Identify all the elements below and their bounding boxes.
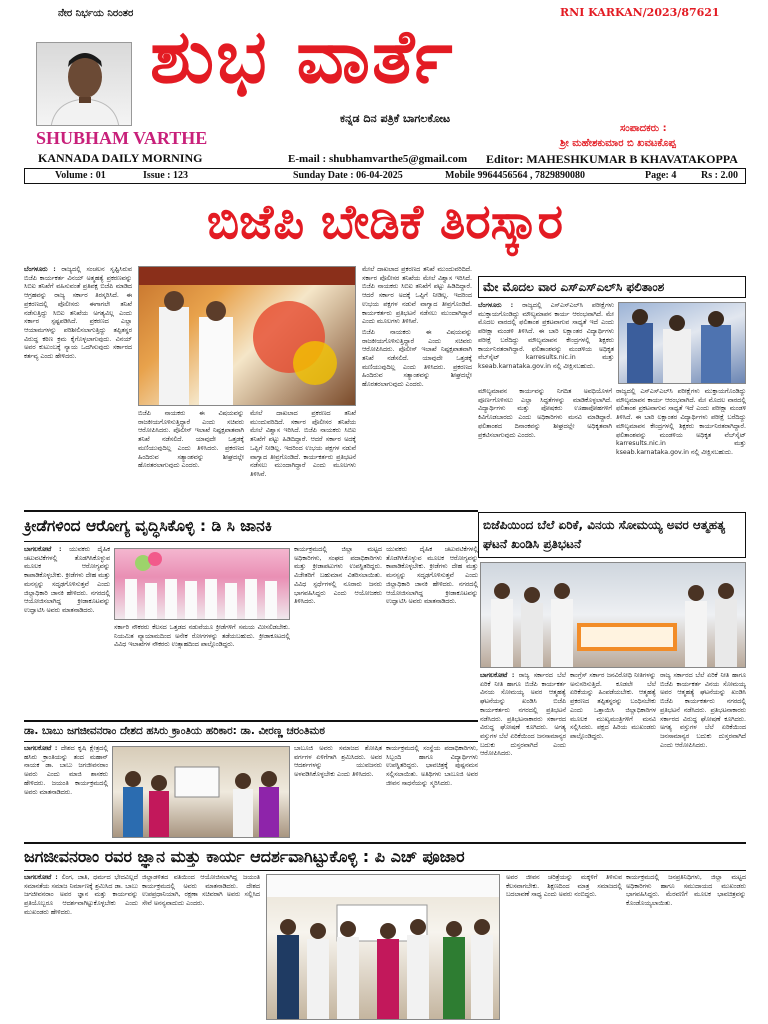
story2-photo [618, 302, 746, 384]
brand-subline: KANNADA DAILY MORNING [38, 151, 203, 165]
story2-dateline: ಬೆಂಗಳೂರು : [478, 302, 514, 309]
story6-dateline: ಬಾಗಲಕೋಟೆ : [24, 874, 58, 881]
story4-dateline: ಬಾಗಲಕೋಟೆ : [480, 672, 515, 679]
story3-column1 [24, 546, 110, 718]
editor-name-kannada: ಶ್ರೀ ಮಹೇಶಕುಮಾರ ಬಿ ಖವಟಕೊಪ್ಪ [560, 138, 676, 149]
story5-photo [112, 746, 290, 838]
story5-column2 [294, 745, 382, 839]
story6-headline: ಜಗಜೀವನರಾಂ ರವರ ಜ್ಞಾನ ಮತ್ತು ಕಾರ್ಯ ಆದರ್ಶವಾಗಿಟ್ಟುಕೊಳ್ಳಿ : ಪಿ ಎಚ್ ಪೂಜಾರ [24, 847, 465, 866]
story6-photo [266, 874, 500, 1020]
story1-text5: ಬಿಜೆಪಿ ನಾಯಕರು ಈ ವಿಷಯವನ್ನು ರಾಜಕೀಯಗೊಳಿಸುತ್ತಿದ್ದಾರೆ ಎಂದು ಸಚಿವರು ಆರೋಪಿಸಿದರು. ಪೊಲೀಸ್ ಇಲಾಖೆ ನಿಷ್ಪಕ್ಷಪಾತವಾಗಿ ತನಿಖೆ ನಡೆಸಲಿದೆ. ಯಾವುದೇ ಒತ್ತಡಕ್ಕೆ ಮಣಿಯುವುದಿಲ್ಲ ಎಂದು ತಿಳಿಸಿದರು. ಪ್ರಕರಣದ ಹಿಂದಿರುವ ಸತ್ಯಾಂಶವನ್ನು ಶೀಘ್ರದಲ್ಲೇ ಹೊರತರಲಾಗುವುದು ಎಂದರು. [362, 328, 472, 389]
story3-dateline: ಬಾಗಲಕೋಟೆ : [24, 546, 62, 553]
story2-headline-bar [478, 276, 746, 298]
divider [24, 741, 478, 742]
masthead-subtitle: ಕನ್ನಡ ದಿನ ಪತ್ರಿಕೆ ಬಾಗಲಕೋಟ [340, 112, 451, 125]
story1-text1: ರಾಜ್ಯದಲ್ಲಿ ಸಂಚಲನ ಸೃಷ್ಟಿಸಿರುವ ಬಿಜೆಪಿ ಕಾರ್ಯಕರ್ತ ವಿನಯ್ ಅತ್ಮಹತ್ಯೆ ಪ್ರಕರಣವನ್ನು ಸಿಬಿಐ ತನಿಖೆಗೆ ವಹಿಸುವಂತೆ ಪ್ರತಿಪಕ್ಷ ಬಿಜೆಪಿ ಮಾಡಿದ ಆಗ್ರಹವನ್ನು ರಾಜ್ಯ ಸರ್ಕಾರ ತಿರಸ್ಕರಿಸಿದೆ. ಈ ಪ್ರಕರಣದಲ್ಲಿ ಪೊಲೀಸರು ಈಗಾಗಲೇ ತನಿಖೆ ನಡೆಸುತ್ತಿದ್ದು ಸಿಬಿಐ ತನಿಖೆಯ ಅಗತ್ಯವಿಲ್ಲ ಎಂದು ಸರ್ಕಾರ ಸ್ಪಷ್ಟಪಡಿಸಿದೆ. ಪ್ರಕರಣದ ಎಲ್ಲಾ ಆಯಾಮಗಳನ್ನು ಪರಿಶೀಲಿಸಲಾಗುತ್ತಿದ್ದು ತಪ್ಪಿತಸ್ಥರ ವಿರುದ್ಧ ಕಠಿಣ ಕ್ರಮ ಕೈಗೊಳ್ಳಲಾಗುವುದು. ವಿನಯ್ ಅವರ ಕುಟುಂಬಕ್ಕೆ ನ್ಯಾಯ ಒದಗಿಸುವುದು ಸರ್ಕಾರದ ಕರ್ತವ್ಯ ಎಂದು ಹೇಳಿದರು. [24, 266, 132, 361]
story3-text4: ಯುವಕರು ದೈಹಿಕ ಚಟುವಟಿಕೆಗಳಲ್ಲಿ ತೊಡಗಿಸಿಕೊಳ್ಳುವ ಮೂಲಕ ಆರೋಗ್ಯವನ್ನು ಕಾಪಾಡಿಕೊಳ್ಳಬೇಕು. ಕ್ರೀಡೆಗಳು ದೇಹ ಮತ್ತು ಮನಸ್ಸನ್ನು ಸದೃಢಗೊಳಿಸುತ್ತವೆ ಎಂದು ಜಿಲ್ಲಾಧಿಕಾರಿ ಜಾನಕಿ ಹೇಳಿದರು. ನಗರದಲ್ಲಿ ಆಯೋಜಿಸಲಾಗಿದ್ದ ಕ್ರೀಡಾಕೂಟವನ್ನು ಉದ್ಘಾಟಿಸಿ ಅವರು ಮಾತನಾಡಿದರು. [386, 546, 478, 606]
story6-column2 [142, 874, 260, 1020]
email-line: E-mail : shubhamvarthe5@gmail.com [288, 153, 468, 165]
story5-column3 [386, 745, 478, 839]
story3-column4 [386, 546, 478, 718]
masthead-tagline: ನೇರ ನಿರ್ಭಯ ನಿರಂತರ [58, 8, 134, 19]
volume: Volume : 01 [55, 170, 106, 181]
story6-text1: ಲಿಂಗ, ಜಾತಿ, ಧರ್ಮದ ಭೇದವಿಲ್ಲದೆ ಸಮಾನತೆಯ ಸಮಾಜ ನಿರ್ಮಾಣಕ್ಕೆ ಶ್ರಮಿಸಿದ ಡಾ. ಬಾಬು ಜಗಜೀವನರಾಂ ಅವರ ಜ್ಞಾನ ಮತ್ತು ಕಾರ್ಯವನ್ನು ಪ್ರತಿಯೊಬ್ಬರೂ ಆದರ್ಶವಾಗಿಟ್ಟುಕೊಳ್ಳಬೇಕು ಎಂದು ಮುಖಂಡರು ಹೇಳಿದರು. [24, 874, 138, 916]
issue-meta-bar [24, 168, 746, 184]
story1-text3: ಮೇಲೆ ದಾಖಲಾದ ಪ್ರಕರಣದ ತನಿಖೆ ಮುಂದುವರಿದಿದೆ. ಸರ್ಕಾರ ಪೊಲೀಸರ ತನಿಖೆಯ ಮೇಲೆ ವಿಶ್ವಾಸ ಇರಿಸಿದೆ. ಬಿಜೆಪಿ ನಾಯಕರು ಸಿಬಿಐ ತನಿಖೆಗೆ ಪಟ್ಟು ಹಿಡಿದಿದ್ದಾರೆ. ಆದರೆ ಸರ್ಕಾರ ಅದಕ್ಕೆ ಒಪ್ಪಿಗೆ ನೀಡಿಲ್ಲ. ಇದರಿಂದ ಉಭಯ ಪಕ್ಷಗಳ ನಡುವೆ ವಾಗ್ವಾದ ತೀವ್ರಗೊಂಡಿದೆ. ಕಾರ್ಯಕರ್ತರು ಪ್ರತಿಭಟನೆ ನಡೆಸಲು ಮುಂದಾಗಿದ್ದಾರೆ ಎಂದು ಮೂಲಗಳು ತಿಳಿಸಿವೆ. [250, 410, 356, 478]
divider [24, 842, 746, 844]
story2-headline: ಮೇ ಮೊದಲ ವಾರ ಎಸ್‌ಎಸ್‌ಎಲ್‌ಸಿ ಫಲಿತಾಂಶ [483, 280, 665, 294]
story1-column3 [362, 266, 472, 548]
story2-text2: ಮೌಲ್ಯಮಾಪನ ಕಾರ್ಯವನ್ನು ನಿಗದಿತ ಅವಧಿಯೊಳಗೆ ಪೂರ್ಣಗೊಳಿಸಲು ಎಲ್ಲಾ ಸಿದ್ಧತೆಗಳನ್ನು ಮಾಡಿಕೊಳ್ಳಲಾಗಿದೆ. ವಿದ್ಯಾರ್ಥಿಗಳು ಮತ್ತು ಪೋಷಕರು ಊಹಾಪೋಹಗಳಿಗೆ ಕಿವಿಗೊಡಬಾರದು ಎಂದು ಅಧಿಕಾರಿಗಳು ಮನವಿ ಮಾಡಿದ್ದಾರೆ. ಫಲಿತಾಂಶದ ದಿನಾಂಕವನ್ನು ಶೀಘ್ರದಲ್ಲೇ ಅಧಿಕೃತವಾಗಿ ಪ್ರಕಟಿಸಲಾಗುವುದು ಎಂದರು. [478, 388, 612, 439]
price: Rs : 2.00 [701, 170, 738, 181]
story2-text1: ರಾಜ್ಯದಲ್ಲಿ ಎಸ್‌ಎಸ್‌ಎಲ್‌ಸಿ ಪರೀಕ್ಷೆಗಳು ಮುಕ್ತಾಯಗೊಂಡಿದ್ದು ಮೌಲ್ಯಮಾಪನ ಕಾರ್ಯ ಆರಂಭವಾಗಿದೆ. ಮೇ ಮೊದಲ ವಾರದಲ್ಲಿ ಫಲಿತಾಂಶ ಪ್ರಕಟವಾಗುವ ಸಾಧ್ಯತೆ ಇದೆ ಎಂದು ಪರೀಕ್ಷಾ ಮಂಡಳಿ ತಿಳಿಸಿದೆ. ಈ ಬಾರಿ ಲಕ್ಷಾಂತರ ವಿದ್ಯಾರ್ಥಿಗಳು ಪರೀಕ್ಷೆ ಬರೆದಿದ್ದು ಮೌಲ್ಯಮಾಪನ ಕೇಂದ್ರಗಳಲ್ಲಿ ಶಿಕ್ಷಕರು ಕಾರ್ಯನಿರತರಾಗಿದ್ದಾರೆ. ಫಲಿತಾಂಶವನ್ನು ಮಂಡಳಿಯ ಅಧಿಕೃತ ವೆಬ್‌ಸೈಟ್ karresults.nic.in ಮತ್ತು kseab.karnataka.gov.in ನಲ್ಲಿ ವೀಕ್ಷಿಸಬಹುದು. [478, 302, 614, 370]
story4-headline: ಬಿಜೆಪಿಯಿಂದ ಬೆಲೆ ಏರಿಕೆ, ವಿನಯ ಸೋಮಯ್ಯ ಅವರ ಆತ್ಮಹತ್ಯ ಘಟನೆ ಖಂಡಿಸಿ ಪ್ರತಿಭಟನೆ [483, 518, 726, 551]
story6-text3: ಅವರ ಜೀವನ ಚರಿತ್ರೆಯನ್ನು ಮಕ್ಕಳಿಗೆ ತಿಳಿಸುವ ಕೆಲಸವಾಗಬೇಕು. ಶಿಕ್ಷಣದಿಂದ ಮಾತ್ರ ಸಮಾಜದಲ್ಲಿ ಬದಲಾವಣೆ ಸಾಧ್ಯ ಎಂದು ಅವರು ನಂಬಿದ್ದರು. [506, 874, 622, 899]
story2-text3: ರಾಜ್ಯದಲ್ಲಿ ಎಸ್‌ಎಸ್‌ಎಲ್‌ಸಿ ಪರೀಕ್ಷೆಗಳು ಮುಕ್ತಾಯಗೊಂಡಿದ್ದು ಮೌಲ್ಯಮಾಪನ ಕಾರ್ಯ ಆರಂಭವಾಗಿದೆ. ಮೇ ಮೊದಲ ವಾರದಲ್ಲಿ ಫಲಿತಾಂಶ ಪ್ರಕಟವಾಗುವ ಸಾಧ್ಯತೆ ಇದೆ ಎಂದು ಪರೀಕ್ಷಾ ಮಂಡಳಿ ತಿಳಿಸಿದೆ. ಈ ಬಾರಿ ಲಕ್ಷಾಂತರ ವಿದ್ಯಾರ್ಥಿಗಳು ಪರೀಕ್ಷೆ ಬರೆದಿದ್ದು ಮೌಲ್ಯಮಾಪನ ಕೇಂದ್ರಗಳಲ್ಲಿ ಶಿಕ್ಷಕರು ಕಾರ್ಯನಿರತರಾಗಿದ್ದಾರೆ. ಫಲಿತಾಂಶವನ್ನು ಮಂಡಳಿಯ ಅಧಿಕೃತ ವೆಬ್‌ಸೈಟ್ karresults.nic.in ಮತ್ತು kseab.karnataka.gov.in ನಲ್ಲಿ ವೀಕ್ಷಿಸಬಹುದು. [616, 388, 746, 456]
mobile-numbers: Mobile 9964456564 , 7829890080 [445, 170, 585, 181]
masthead [0, 0, 768, 170]
story2-column2 [478, 388, 612, 508]
story5-text1: ದೇಶದ ಕೃಷಿ ಕ್ಷೇತ್ರದಲ್ಲಿ ಹಸಿರು ಕ್ರಾಂತಿಯನ್ನು ತಂದ ಮಹಾನ್ ನಾಯಕ ಡಾ. ಬಾಬು ಜಗಜೀವನರಾಂ ಅವರು ಎಂದು ಮಾಜಿ ಶಾಸಕರು ಹೇಳಿದರು. ಜಯಂತಿ ಕಾರ್ಯಕ್ರಮದಲ್ಲಿ ಅವರು ಮಾತನಾಡಿದರು. [24, 745, 108, 796]
issue-number: Issue : 123 [143, 170, 189, 181]
story4-photo [480, 562, 746, 668]
editor-name-english: Editor: MAHESHKUMAR B KHAVATAKOPPA [486, 152, 738, 166]
story6-text4: ಕಾರ್ಯಕ್ರಮದಲ್ಲಿ ಜನಪ್ರತಿನಿಧಿಗಳು, ಜಿಲ್ಲಾ ಮಟ್ಟದ ಅಧಿಕಾರಿಗಳು ಹಾಗೂ ಸಮುದಾಯದ ಮುಖಂಡರು ಭಾಗವಹಿಸಿದ್ದರು. ಮೆರವಣಿಗೆ ಮೂಲಕ ಭಾವಚಿತ್ರವನ್ನು ಕೊಂಡೊಯ್ಯಲಾಯಿತು. [626, 874, 746, 908]
story4-column2 [570, 672, 656, 840]
story1-dateline: ಬೆಂಗಳೂರು : [24, 266, 56, 273]
story5-text2: ಬಾಬೂಜಿ ಅವರು ಸಮಾಜದ ಶೋಷಿತ ವರ್ಗಗಳ ಏಳಿಗೆಗಾಗಿ ಶ್ರಮಿಸಿದರು. ಅವರ ಆದರ್ಶಗಳನ್ನು ಯುವಜನರು ಅಳವಡಿಸಿಕೊಳ್ಳಬೇಕು ಎಂದು ತಿಳಿಸಿದರು. [294, 745, 382, 779]
main-headline: ಬಿಜೆಪಿ ಬೇಡಿಕೆ ತಿರಸ್ಕಾರ [206, 194, 564, 250]
story4-column3 [660, 672, 746, 840]
story6-column3 [506, 874, 622, 1020]
editor-photo [36, 42, 132, 126]
divider [24, 541, 478, 542]
story6-text2: ಜಿಲ್ಲಾಡಳಿತದ ವತಿಯಿಂದ ಆಯೋಜಿಸಲಾಗಿದ್ದ ಜಯಂತಿ ಕಾರ್ಯಕ್ರಮದಲ್ಲಿ ಅವರು ಮಾತನಾಡಿದರು. ದೇಶದ ಉಪಪ್ರಧಾನಿಯಾಗಿ, ರಕ್ಷಣಾ ಸಚಿವರಾಗಿ ಅವರು ಸಲ್ಲಿಸಿದ ಸೇವೆ ಅನನ್ಯವಾದುದು ಎಂದರು. [142, 874, 260, 908]
editor-label-kannada: ಸಂಪಾದಕರು : [620, 123, 667, 134]
story5-text3: ಕಾರ್ಯಕ್ರಮದಲ್ಲಿ ಸಂಸ್ಥೆಯ ಪದಾಧಿಕಾರಿಗಳು, ಸಿಬ್ಬಂದಿ ಹಾಗೂ ವಿದ್ಯಾರ್ಥಿಗಳು ಉಪಸ್ಥಿತರಿದ್ದರು. ಭಾವಚಿತ್ರಕ್ಕೆ ಪುಷ್ಪನಮನ ಸಲ್ಲಿಸಲಾಯಿತು. ಅತಿಥಿಗಳು ಬಾಬೂಜಿ ಅವರ ಜೀವನ ಸಾಧನೆಯನ್ನು ಸ್ಮರಿಸಿದರು. [386, 745, 478, 787]
story4-text3: ರಾಜ್ಯ ಸರ್ಕಾರದ ಬೆಲೆ ಏರಿಕೆ ನೀತಿ ಹಾಗೂ ಬಿಜೆಪಿ ಕಾರ್ಯಕರ್ತ ವಿನಯ ಸೋಮಯ್ಯ ಅವರ ಆತ್ಮಹತ್ಯೆ ಘಟನೆಯನ್ನು ಖಂಡಿಸಿ ಬಿಜೆಪಿ ಕಾರ್ಯಕರ್ತರು ನಗರದಲ್ಲಿ ಪ್ರತಿಭಟನೆ ನಡೆಸಿದರು. ಪ್ರತಿಭಟನಾಕಾರರು ಸರ್ಕಾರದ ವಿರುದ್ಧ ಘೋಷಣೆ ಕೂಗಿದರು. ಅಗತ್ಯ ವಸ್ತುಗಳ ಬೆಲೆ ಏರಿಕೆಯಿಂದ ಜನಸಾಮಾನ್ಯರ ಬದುಕು ದುಸ್ತರವಾಗಿದೆ ಎಂದು ಆರೋಪಿಸಿದರು. [660, 672, 746, 749]
story1-text2: ಬಿಜೆಪಿ ನಾಯಕರು ಈ ವಿಷಯವನ್ನು ರಾಜಕೀಯಗೊಳಿಸುತ್ತಿದ್ದಾರೆ ಎಂದು ಸಚಿವರು ಆರೋಪಿಸಿದರು. ಪೊಲೀಸ್ ಇಲಾಖೆ ನಿಷ್ಪಕ್ಷಪಾತವಾಗಿ ತನಿಖೆ ನಡೆಸಲಿದೆ. ಯಾವುದೇ ಒತ್ತಡಕ್ಕೆ ಮಣಿಯುವುದಿಲ್ಲ ಎಂದು ತಿಳಿಸಿದರು. ಪ್ರಕರಣದ ಹಿಂದಿರುವ ಸತ್ಯಾಂಶವನ್ನು ಶೀಘ್ರದಲ್ಲೇ ಹೊರತರಲಾಗುವುದು ಎಂದರು. [138, 410, 244, 470]
divider [24, 870, 746, 871]
story6-column4 [626, 874, 746, 1020]
divider [24, 510, 478, 512]
story2-column1 [478, 302, 614, 384]
story3-text2: ಸರ್ಕಾರಿ ನೌಕರರು ಕೆಲಸದ ಒತ್ತಡದ ನಡುವೆಯೂ ಕ್ರೀಡೆಗಳಿಗೆ ಸಮಯ ಮೀಸಲಿಡಬೇಕು. ನಿಯಮಿತ ವ್ಯಾಯಾಮದಿಂದ ಅನೇಕ ರೋಗಗಳನ್ನು ತಡೆಯಬಹುದು. ಕ್ರೀಡಾಕೂಟದಲ್ಲಿ ವಿವಿಧ ಇಲಾಖೆಗಳ ನೌಕರರು ಉತ್ಸಾಹದಿಂದ ಪಾಲ್ಗೊಂಡಿದ್ದರು. [114, 624, 290, 649]
story5-column1 [24, 745, 108, 839]
masthead-title: ಶುಭ ವಾರ್ತೆ [150, 14, 455, 100]
story6-column1 [24, 874, 138, 1020]
issue-date: Sunday Date : 06-04-2025 [293, 170, 403, 181]
story4-text2: ಕಾಂಗ್ರೆಸ್ ಸರ್ಕಾರ ಜನವಿರೋಧಿ ನೀತಿಗಳನ್ನು ಅನುಸರಿಸುತ್ತಿದೆ. ಕೂಡಲೇ ಬೆಲೆ ಏರಿಕೆಯನ್ನು ಹಿಂಪಡೆಯಬೇಕು. ಆತ್ಮಹತ್ಯೆ ಪ್ರಕರಣದ ತಪ್ಪಿತಸ್ಥರನ್ನು ಬಂಧಿಸಬೇಕು ಎಂದು ಒತ್ತಾಯಿಸಿ ಜಿಲ್ಲಾಧಿಕಾರಿಗಳ ಮೂಲಕ ಮುಖ್ಯಮಂತ್ರಿಗಳಿಗೆ ಮನವಿ ಸಲ್ಲಿಸಿದರು. ಪಕ್ಷದ ಹಿರಿಯ ಮುಖಂಡರು ಪಾಲ್ಗೊಂಡಿದ್ದರು. [570, 672, 656, 740]
story3-text1: ಯುವಕರು ದೈಹಿಕ ಚಟುವಟಿಕೆಗಳಲ್ಲಿ ತೊಡಗಿಸಿಕೊಳ್ಳುವ ಮೂಲಕ ಆರೋಗ್ಯವನ್ನು ಕಾಪಾಡಿಕೊಳ್ಳಬೇಕು. ಕ್ರೀಡೆಗಳು ದೇಹ ಮತ್ತು ಮನಸ್ಸನ್ನು ಸದೃಢಗೊಳಿಸುತ್ತವೆ ಎಂದು ಜಿಲ್ಲಾಧಿಕಾರಿ ಜಾನಕಿ ಹೇಳಿದರು. ನಗರದಲ್ಲಿ ಆಯೋಜಿಸಲಾಗಿದ್ದ ಕ್ರೀಡಾಕೂಟವನ್ನು ಉದ್ಘಾಟಿಸಿ ಅವರು ಮಾತನಾಡಿದರು. [24, 546, 110, 614]
story1-column1 [24, 266, 132, 548]
story4-column1 [480, 672, 566, 840]
page-number: Page: 4 [645, 170, 677, 181]
story3-headline: ಕ್ರೀಡೆಗಳಿಂದ ಆರೋಗ್ಯ ವೃದ್ಧಿಸಿಕೊಳ್ಳಿ : ಡಿ ಸಿ ಜಾನಕಿ [24, 517, 272, 535]
story3-text3: ಕಾರ್ಯಕ್ರಮದಲ್ಲಿ ಜಿಲ್ಲಾ ಮಟ್ಟದ ಅಧಿಕಾರಿಗಳು, ಸಂಘದ ಪದಾಧಿಕಾರಿಗಳು ಮತ್ತು ಕ್ರೀಡಾಪಟುಗಳು ಉಪಸ್ಥಿತರಿದ್ದರು. ವಿಜೇತರಿಗೆ ಬಹುಮಾನ ವಿತರಿಸಲಾಯಿತು. ವಿವಿಧ ಸ್ಪರ್ಧೆಗಳಲ್ಲಿ ನೂರಾರು ಜನರು ಭಾಗವಹಿಸಿದ್ದರು ಎಂದು ಆಯೋಜಕರು ತಿಳಿಸಿದರು. [294, 546, 382, 606]
story3-column3 [294, 546, 382, 718]
story2-column3 [616, 388, 746, 508]
story3-photo [114, 548, 290, 620]
story5-headline: ಡಾ. ಬಾಬು ಜಗಜೀವನರಾಂ ದೇಶದ ಹಸಿರು ಕ್ರಾಂತಿಯ ಹರಿಕಾರ: ಡಾ. ವೀರಣ್ಣ ಚರಂತಿಮಠ [24, 725, 325, 737]
story4-headline-box [478, 512, 746, 558]
story1-text4: ಮೇಲೆ ದಾಖಲಾದ ಪ್ರಕರಣದ ತನಿಖೆ ಮುಂದುವರಿದಿದೆ. ಸರ್ಕಾರ ಪೊಲೀಸರ ತನಿಖೆಯ ಮೇಲೆ ವಿಶ್ವಾಸ ಇರಿಸಿದೆ. ಬಿಜೆಪಿ ನಾಯಕರು ಸಿಬಿಐ ತನಿಖೆಗೆ ಪಟ್ಟು ಹಿಡಿದಿದ್ದಾರೆ. ಆದರೆ ಸರ್ಕಾರ ಅದಕ್ಕೆ ಒಪ್ಪಿಗೆ ನೀಡಿಲ್ಲ. ಇದರಿಂದ ಉಭಯ ಪಕ್ಷಗಳ ನಡುವೆ ವಾಗ್ವಾದ ತೀವ್ರಗೊಂಡಿದೆ. ಕಾರ್ಯಕರ್ತರು ಪ್ರತಿಭಟನೆ ನಡೆಸಲು ಮುಂದಾಗಿದ್ದಾರೆ ಎಂದು ಮೂಲಗಳು ತಿಳಿಸಿವೆ. [362, 266, 472, 326]
brand-name-english: SHUBHAM VARTHE [36, 128, 208, 148]
story4-text1: ರಾಜ್ಯ ಸರ್ಕಾರದ ಬೆಲೆ ಏರಿಕೆ ನೀತಿ ಹಾಗೂ ಬಿಜೆಪಿ ಕಾರ್ಯಕರ್ತ ವಿನಯ ಸೋಮಯ್ಯ ಅವರ ಆತ್ಮಹತ್ಯೆ ಘಟನೆಯನ್ನು ಖಂಡಿಸಿ ಬಿಜೆಪಿ ಕಾರ್ಯಕರ್ತರು ನಗರದಲ್ಲಿ ಪ್ರತಿಭಟನೆ ನಡೆಸಿದರು. ಪ್ರತಿಭಟನಾಕಾರರು ಸರ್ಕಾರದ ವಿರುದ್ಧ ಘೋಷಣೆ ಕೂಗಿದರು. ಅಗತ್ಯ ವಸ್ತುಗಳ ಬೆಲೆ ಏರಿಕೆಯಿಂದ ಜನಸಾಮಾನ್ಯರ ಬದುಕು ದುಸ್ತರವಾಗಿದೆ ಎಂದು ಆರೋಪಿಸಿದರು. [480, 672, 566, 758]
story5-dateline: ಬಾಗಲಕೋಟೆ : [24, 745, 58, 752]
story3-column2 [114, 624, 290, 718]
story1-photo [138, 266, 356, 406]
rni-number: RNI KARKAN/2023/87621 [560, 6, 720, 19]
